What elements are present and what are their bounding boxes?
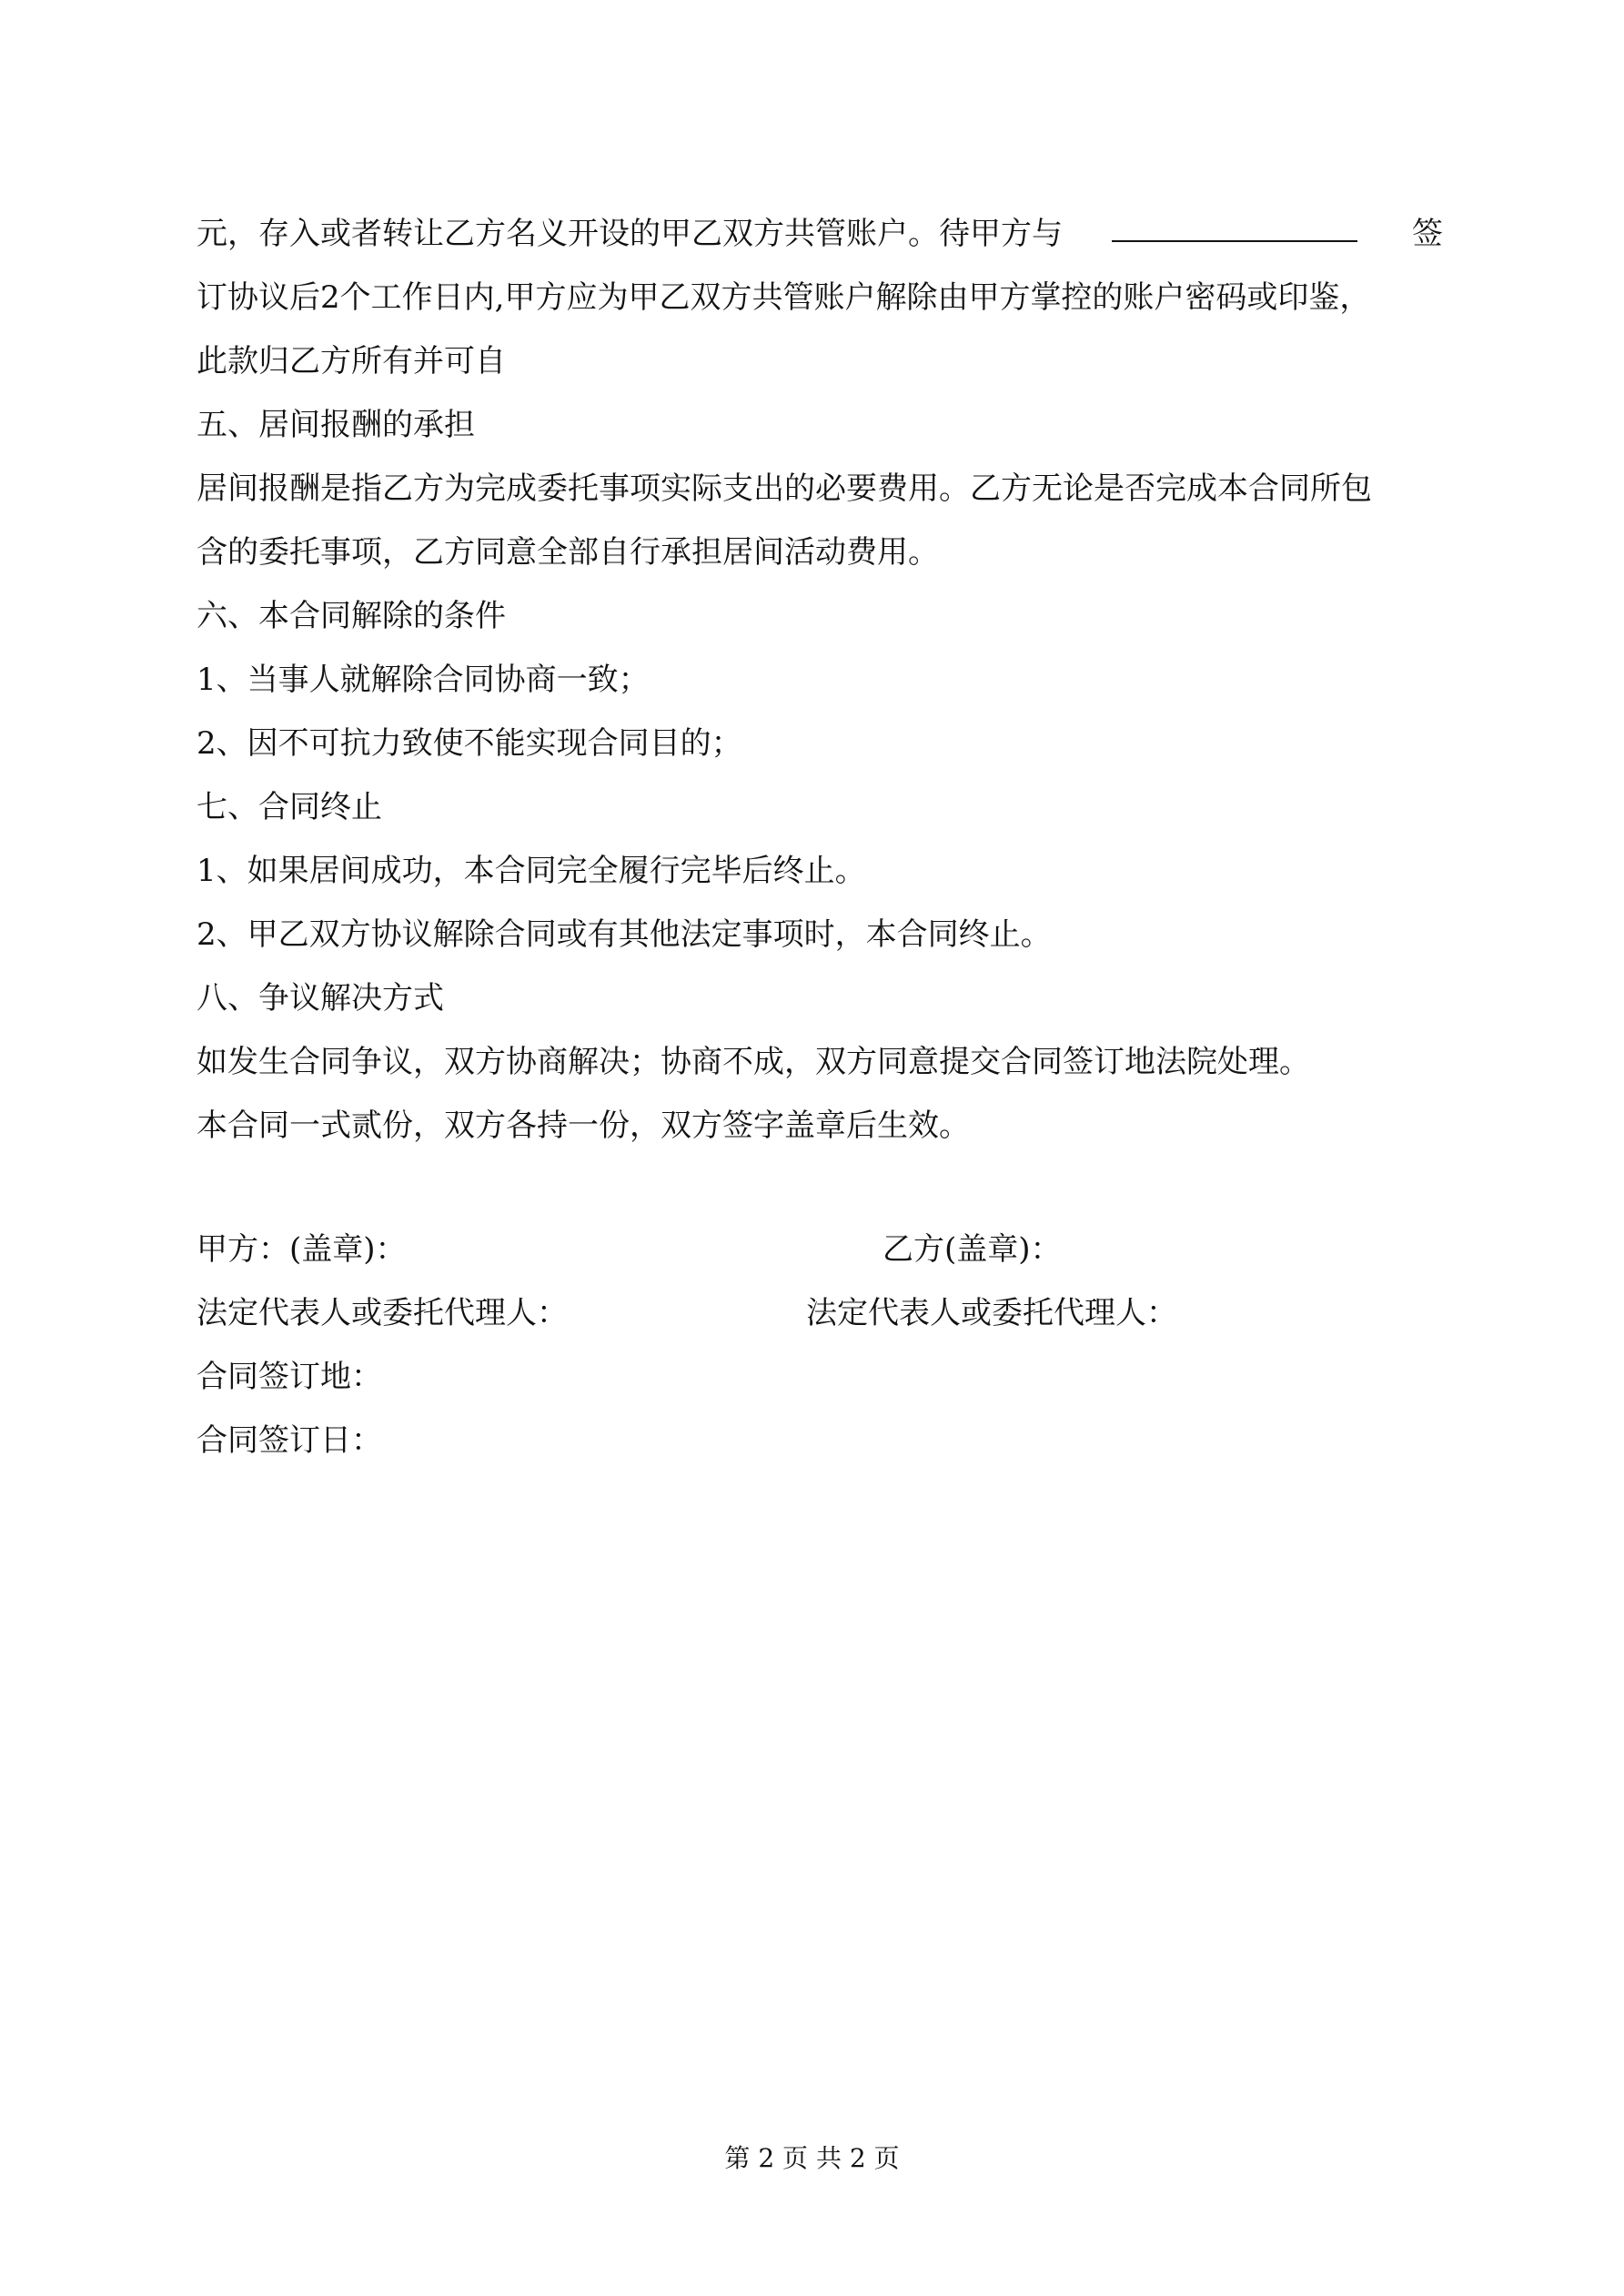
section-seven-title: 七、合同终止 [197,789,382,825]
seal-row [197,1218,1443,1281]
document-body [197,202,1443,1472]
party-a-seal-label: 甲方：(盖章)： [197,1231,407,1268]
signing-place-label: 合同签订地： [197,1359,382,1395]
section-five-title: 五、居间报酬的承担 [197,407,475,443]
closing-line: 本合同一式贰份，双方各持一份，双方签字盖章后生效。 [197,1108,970,1144]
section-six-title: 六、本合同解除的条件 [197,598,506,634]
section-five-body-line-1: 居间报酬是指乙方为完成委托事项实际支出的必要费用。乙方无论是否完成本合同所包 [197,470,1372,507]
party-b-representative-label: 法定代表人或委托代理人： [806,1295,1177,1331]
paragraph-text-after-blank: 签 [1412,216,1443,252]
section-eight-body: 如发生合同争议，双方协商解决；协商不成，双方同意提交合同签订地法院处理。 [197,1044,1310,1080]
signature-spacing [197,1158,1443,1218]
party-name-blank [1112,209,1357,242]
paragraph-line-1 [197,202,1443,266]
paragraph-line-2: 订协议后2个工作日内,甲方应为甲乙双方共管账户解除由甲方掌控的账户密码或印鉴， [197,279,1371,316]
section-seven-item-2: 2、甲乙双方协议解除合同或有其他法定事项时，本合同终止。 [197,916,1052,953]
representative-row [197,1281,1443,1345]
signing-date-label: 合同签订日： [197,1422,382,1459]
section-six-item-1: 1、当事人就解除合同协商一致； [197,662,650,698]
section-eight-title: 八、争议解决方式 [197,980,444,1017]
party-b-seal-label: 乙方(盖章)： [883,1231,1062,1268]
section-six-item-2: 2、因不可抗力致使不能实现合同目的； [197,725,742,762]
party-a-representative-label: 法定代表人或委托代理人： [197,1295,568,1331]
paragraph-line-3: 此款归乙方所有并可自 [197,343,506,379]
section-five-body-line-2: 含的委托事项，乙方同意全部自行承担居间活动费用。 [197,534,939,571]
paragraph-text-before-blank: 元，存入或者转让乙方名义开设的甲乙双方共管账户。待甲方与 [197,216,1063,252]
page-footer: 第 2 页 共 2 页 [724,2143,900,2173]
section-seven-item-1: 1、如果居间成功，本合同完全履行完毕后终止。 [197,853,866,889]
